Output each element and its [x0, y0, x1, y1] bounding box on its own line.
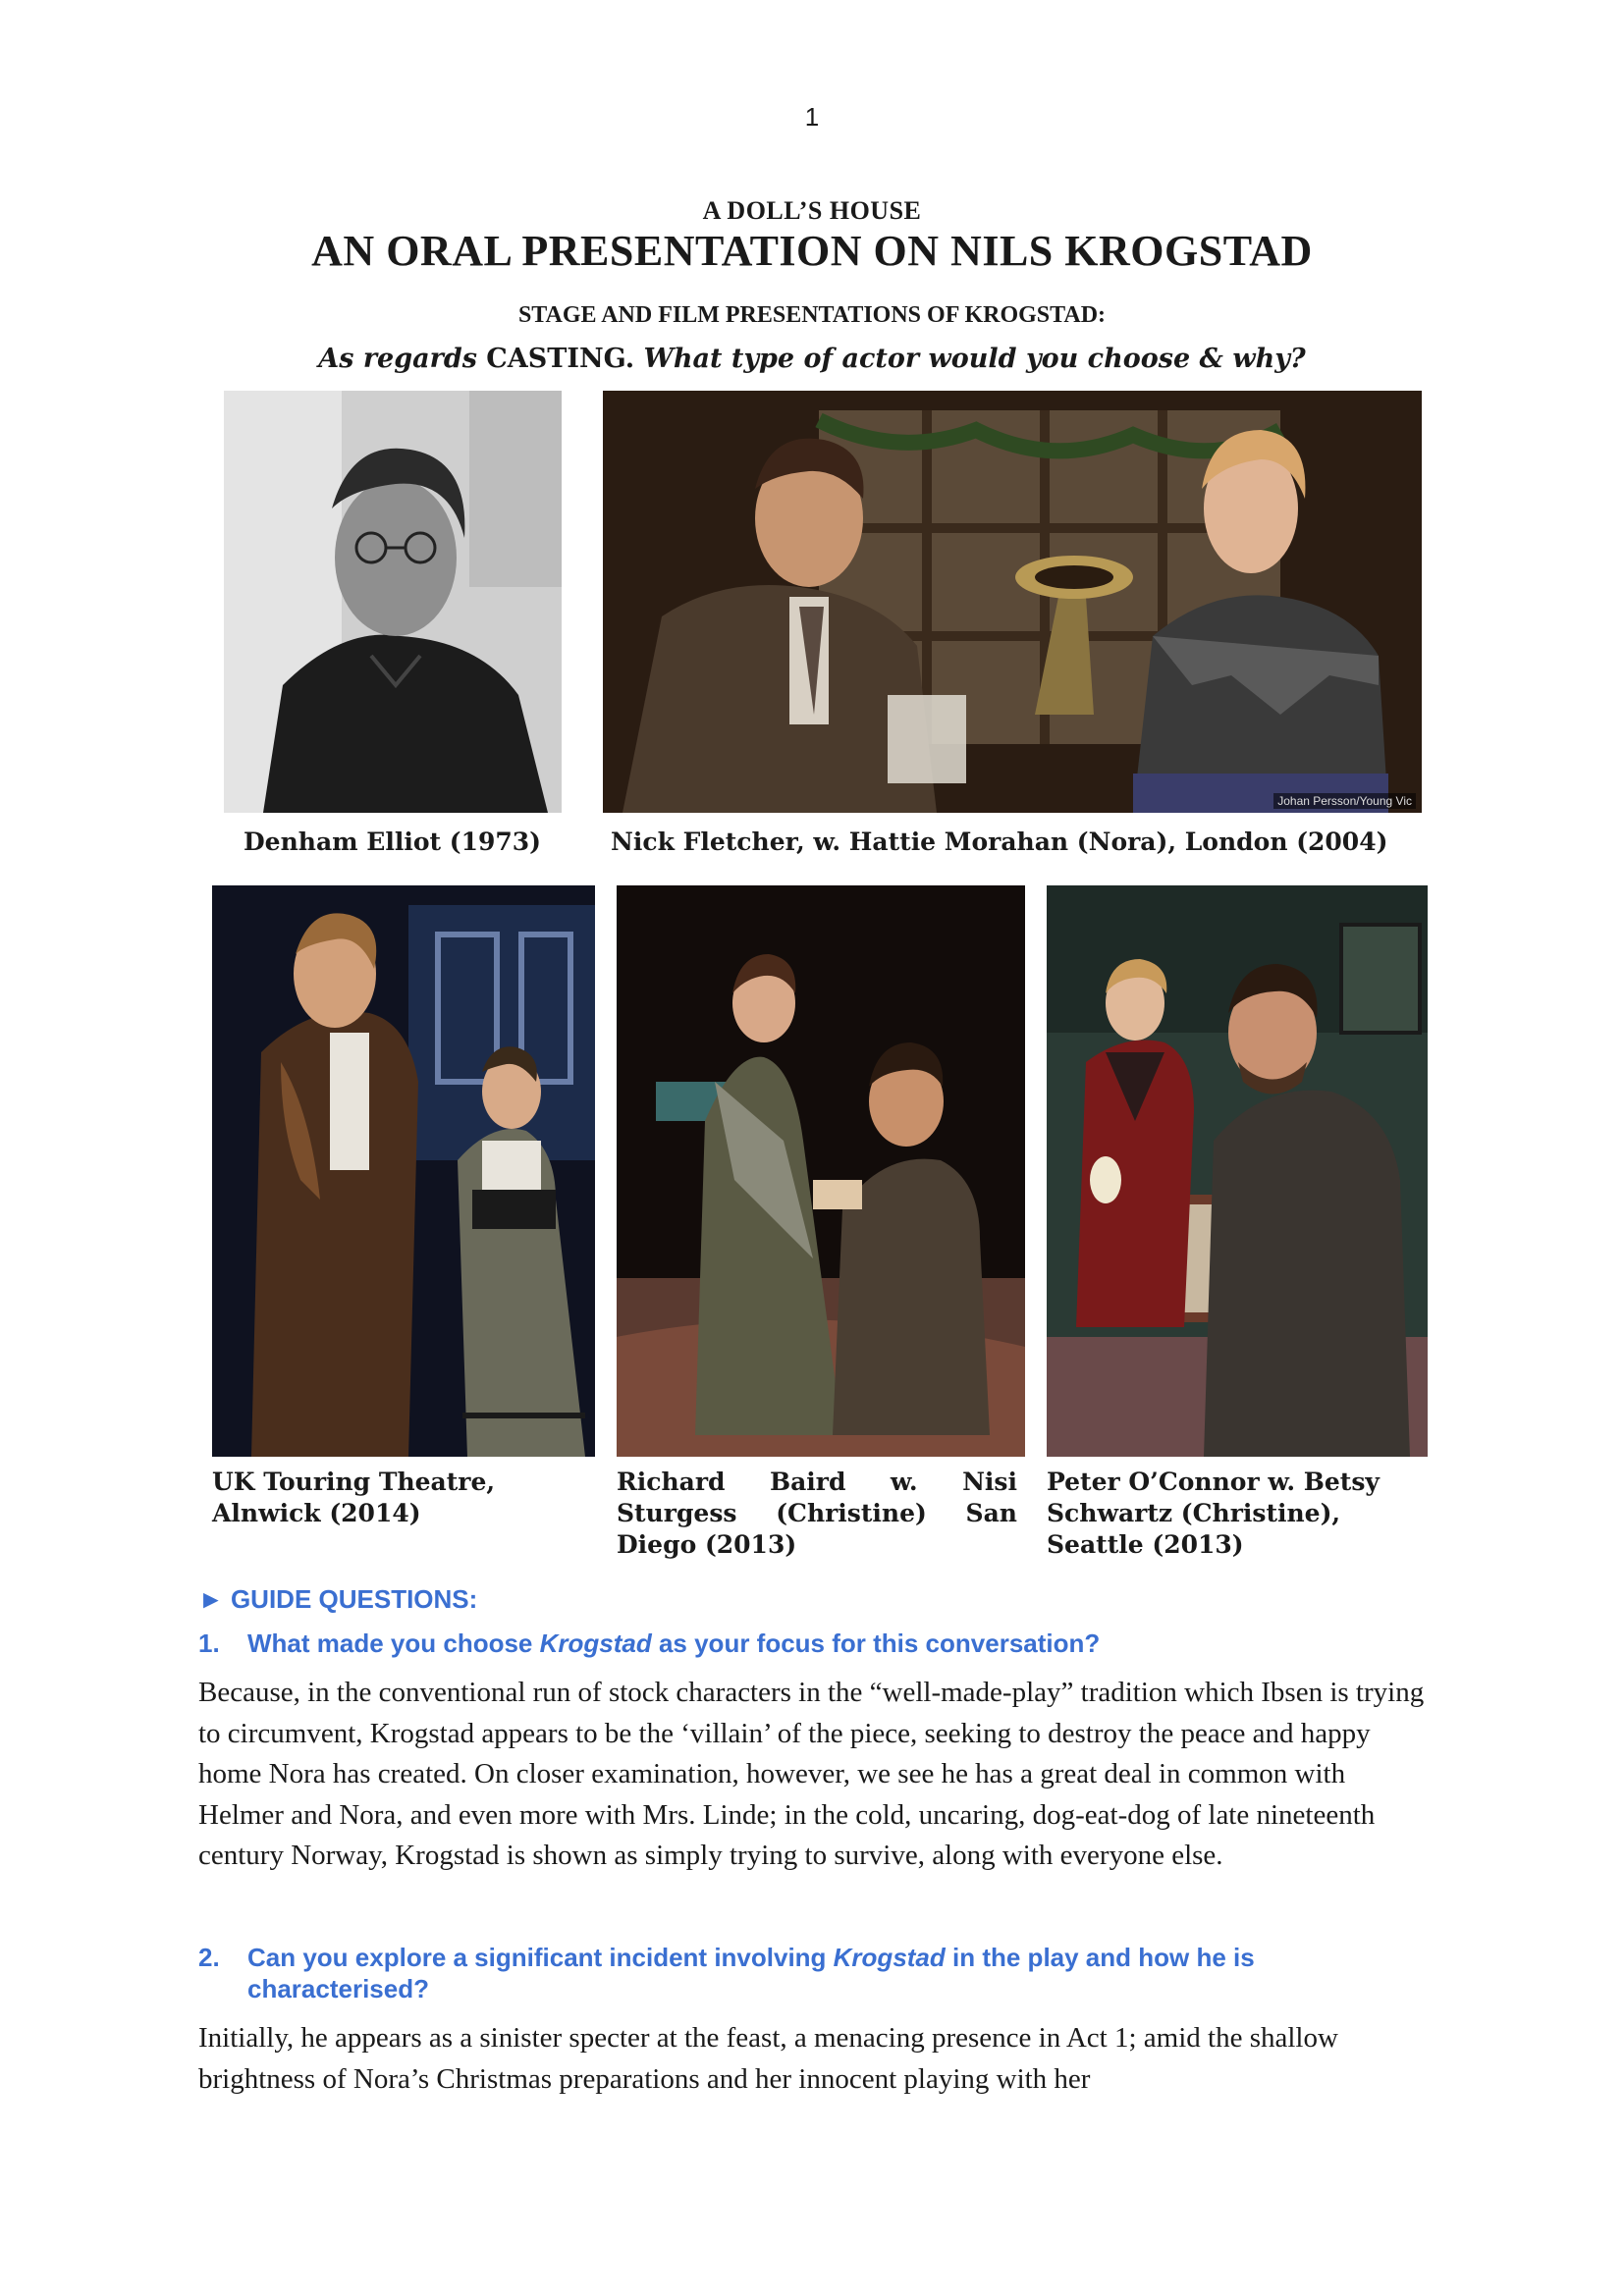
photo-nick-fletcher [603, 391, 1422, 813]
answer-1: Because, in the conventional run of stock characters in the “well-made-play” tradition which Ibsen is trying to circumvent, Krogstad appears to be the ‘villain’ of the piece, seeking to destroy the peace and happy home Nora has created. On closer examination, however, we see he has a great deal in common with Helmer and Nora, and even more with Mrs. Linde; in the cold, uncaring, dog-eat-dog of late nineteenth century Norway, Krogstad is shown as simply trying to survive, along with everyone else. [198, 1677, 1425, 1871]
document-title: AN ORAL PRESENTATION ON NILS KROGSTAD [311, 227, 1313, 275]
question-2: 2. Can you explore a significant incident involving Krogstad in the play and how he is characterised? [198, 1943, 1255, 2003]
caption-peter-oconnor: Peter O’Connor w. Betsy Schwartz (Christine), Seattle (2013) [1047, 1468, 1380, 1559]
photo-peter-oconnor [1047, 885, 1428, 1457]
caption-richard-baird: Richard Baird w. Nisi Sturgess (Christine) San Diego (2013) [617, 1468, 1017, 1559]
caption-uk-touring: UK Touring Theatre, Alnwick (2014) [212, 1468, 496, 1527]
photo-denham-elliot [224, 391, 562, 813]
play-title: A DOLL’S HOUSE [702, 196, 922, 225]
photo-uk-touring [212, 885, 595, 1457]
photo-richard-baird [617, 885, 1025, 1457]
caption-denham-elliot: Denham Elliot (1973) [244, 828, 542, 856]
section-heading: STAGE AND FILM PRESENTATIONS OF KROGSTAD: [517, 302, 1107, 328]
casting-question: As regards CASTING. What type of actor would you choose & why? [318, 344, 1306, 374]
photo-credit: Johan Persson/Young Vic [1273, 793, 1416, 809]
caption-nick-fletcher: Nick Fletcher, w. Hattie Morahan (Nora), London (2004) [611, 828, 1388, 856]
question-1: 1. What made you choose Krogstad as your focus for this conversation? [198, 1629, 1101, 1658]
answer-2: Initially, he appears as a sinister specter at the feast, a menacing presence in Act 1; amid the shallow brightness of Nora’s Christmas preparations and her innocent playing with her [198, 2022, 1338, 2095]
guide-questions-heading: ► GUIDE QUESTIONS: [198, 1584, 478, 1614]
page-number: 1 [804, 102, 820, 132]
